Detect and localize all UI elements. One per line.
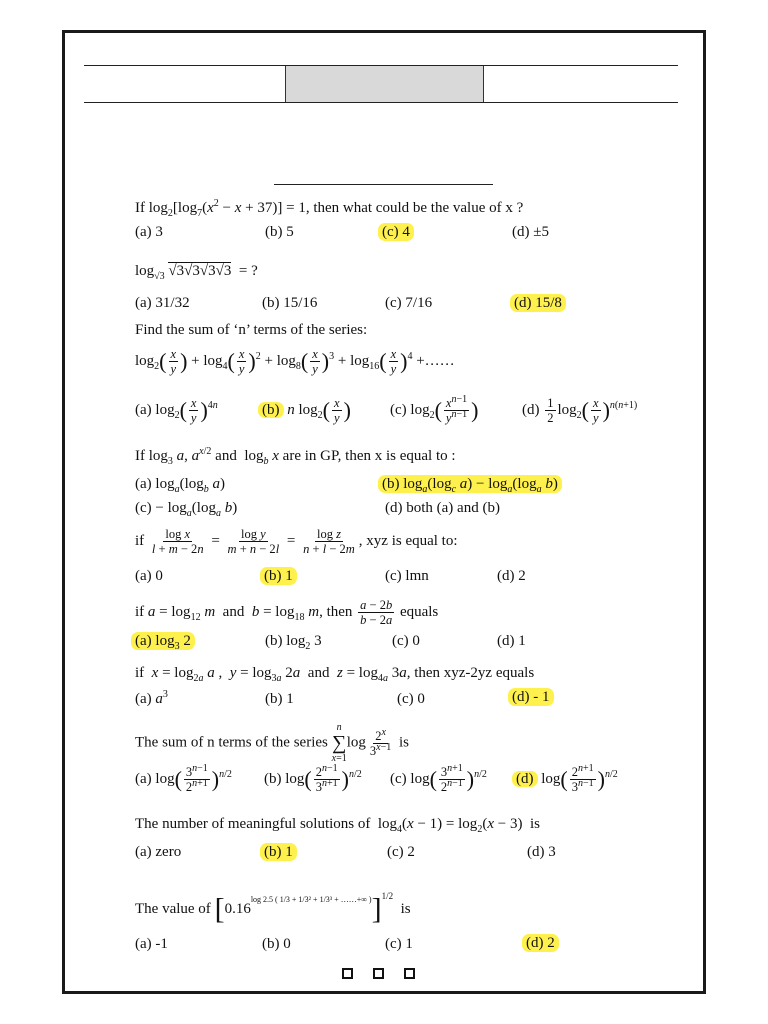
question-1-option-d: (d) ±5	[512, 224, 549, 240]
question-8-option-d-highlight: (d)	[512, 771, 538, 787]
header-title-box	[285, 66, 484, 102]
question-3-option-b-highlight: (b)	[258, 402, 284, 418]
question-7-stem: if $x = \log_{2a} a$ , $y = \log_{3a} 2a$ and $z = \log_{4a} 3a$, then xyz-2yz equals	[135, 665, 535, 684]
section-title-rule	[274, 184, 493, 185]
question-8-option-c: (c) log( $\frac{3^{n+1}}{2^{n-1}}$ )$^{n/2}$	[390, 762, 487, 794]
question-10-stem: The value of $[0.16^{log 2.5 ( 1/3 + 1/3^2 + 1/3^3 + \dots\dots+\infty )}]^{1/2}$ is	[135, 891, 411, 926]
question-6-option-c: (c) 0	[392, 633, 420, 649]
question-8-option-a: (a) log( $\frac{3^{n-1}}{2^{n+1}}$ )$^{n/2}$	[135, 762, 232, 794]
question-7-option-d-highlighted: (d) - 1	[508, 688, 554, 706]
header-rule-bottom	[84, 102, 678, 103]
question-4-option-b-highlighted: (b) $\log_a(\log_c$ $a) - \log_a(\log_a$ b)	[378, 475, 562, 493]
question-8-option-b: (b) log( $\frac{2^{n-1}}{3^{n+1}}$ )$^{n/2}$	[264, 762, 362, 794]
question-10-option-d-highlighted: (d) 2	[522, 934, 559, 952]
question-3-option-b: (b) n $\log_2$( $\frac{x}{y}$ )	[258, 396, 351, 425]
question-1-stem: If $\log_2[\log_7(x^2 - x + 37)] = 1$, then what could be the value of x ?	[135, 198, 524, 219]
footer-square-mark	[342, 968, 353, 979]
question-5-stem: if $\frac{\text{log x}}{l + m - 2n}$ = $\frac{\text{log y}}{m + n - 2l}$ = $\frac{\text{log z}}{n + l - 2m}$ , xyz is equal to:	[135, 527, 458, 556]
question-9-stem: The number of meaningful solutions of $\log_4(x - 1) = \log_2(x - 3)$ is	[135, 816, 540, 835]
question-3-option-d: (d) $\frac{1}{2}$ $\log_2$( $\frac{x}{y}$ )$^{n(n+1)}$	[522, 396, 638, 425]
question-9-option-a: (a) zero	[135, 844, 182, 860]
question-2-option-d-highlighted: (d) 15/8	[510, 294, 566, 312]
question-2-option-b: (b) 15/16	[262, 295, 318, 311]
question-4-option-a: (a) $\log_a(\log_b$ a)	[135, 476, 225, 495]
question-7-option-a: (a) $a^3$	[135, 689, 168, 707]
question-9-option-b-highlighted: (b) 1	[260, 843, 297, 861]
question-1-option-c-highlighted: (c) 4	[378, 223, 414, 241]
question-4-option-d: (d) both (a) and (b)	[385, 500, 500, 516]
question-10-option-a: (a) -1	[135, 936, 168, 952]
footer-square-mark	[373, 968, 384, 979]
question-4-option-c: $(c) - \log_a(\log_a$ b)	[135, 500, 238, 519]
question-8-stem: The sum of n terms of the series n ∑ x=1 log $\frac{2^x}{3^{x-1}}$ is	[135, 722, 409, 764]
question-9-option-d: (d) 3	[527, 844, 556, 860]
question-2-option-c: (c) 7/16	[385, 295, 433, 311]
question-2-option-a: (a) 31/32	[135, 295, 190, 311]
question-3-option-c: (c) $\log_2$( $\frac{x^{n-1}}{y^{n-1}}$ )	[390, 393, 479, 425]
question-1-option-b: (b) 5	[265, 224, 294, 240]
question-7-option-b: (b) 1	[265, 691, 294, 707]
question-6-option-a-highlighted: (a) $\log_3 2$	[131, 632, 195, 650]
question-8-option-d: (d) log( $\frac{2^{n+1}}{3^{n-1}}$ )$^{n/2}$	[512, 765, 618, 794]
question-9-option-c: (c) 2	[387, 844, 415, 860]
question-6-option-b: (b) $\log_2 3$	[265, 633, 322, 652]
question-3-option-a: (a) $\log_2$( $\frac{x}{y}$ )$^{4n}$	[135, 396, 218, 425]
question-6-option-d: (d) 1	[497, 633, 526, 649]
question-2-stem: $\log_{√3} √3√3√3√3$ = ?	[135, 263, 258, 282]
question-3-stem: Find the sum of ‘n’ terms of the series:	[135, 322, 368, 338]
question-4-stem: If $\log_3 a$, $a^{x/2}$ and $\log_b x$ are in GP, then x is equal to :	[135, 446, 456, 467]
question-10-option-b: (b) 0	[262, 936, 291, 952]
question-5-option-a: (a) 0	[135, 568, 163, 584]
question-7-option-c: (c) 0	[397, 691, 425, 707]
question-5-option-b-highlighted: (b) 1	[260, 567, 297, 585]
question-10-option-c: (c) 1	[385, 936, 413, 952]
question-5-option-d: (d) 2	[497, 568, 526, 584]
footer-marks	[332, 966, 425, 984]
question-1-option-a: (a) 3	[135, 224, 163, 240]
question-3-series: $\log_2$( $\frac{x}{y}$ ) + $\log_4$( $\frac{x}{y}$ )$^2 + \log_8$( $\frac{x}{y}$ )$^3 + \log_{16}$( $\frac{x}{y}$ )$^4$ +……	[135, 347, 455, 376]
question-6-stem: if $a = \log_{12} m$ and $b = \log_{18} m$, then $\frac{a - 2b}{b - 2a}$ equals	[135, 598, 439, 627]
question-5-option-c: (c) lmn	[385, 568, 429, 584]
footer-square-mark	[404, 968, 415, 979]
